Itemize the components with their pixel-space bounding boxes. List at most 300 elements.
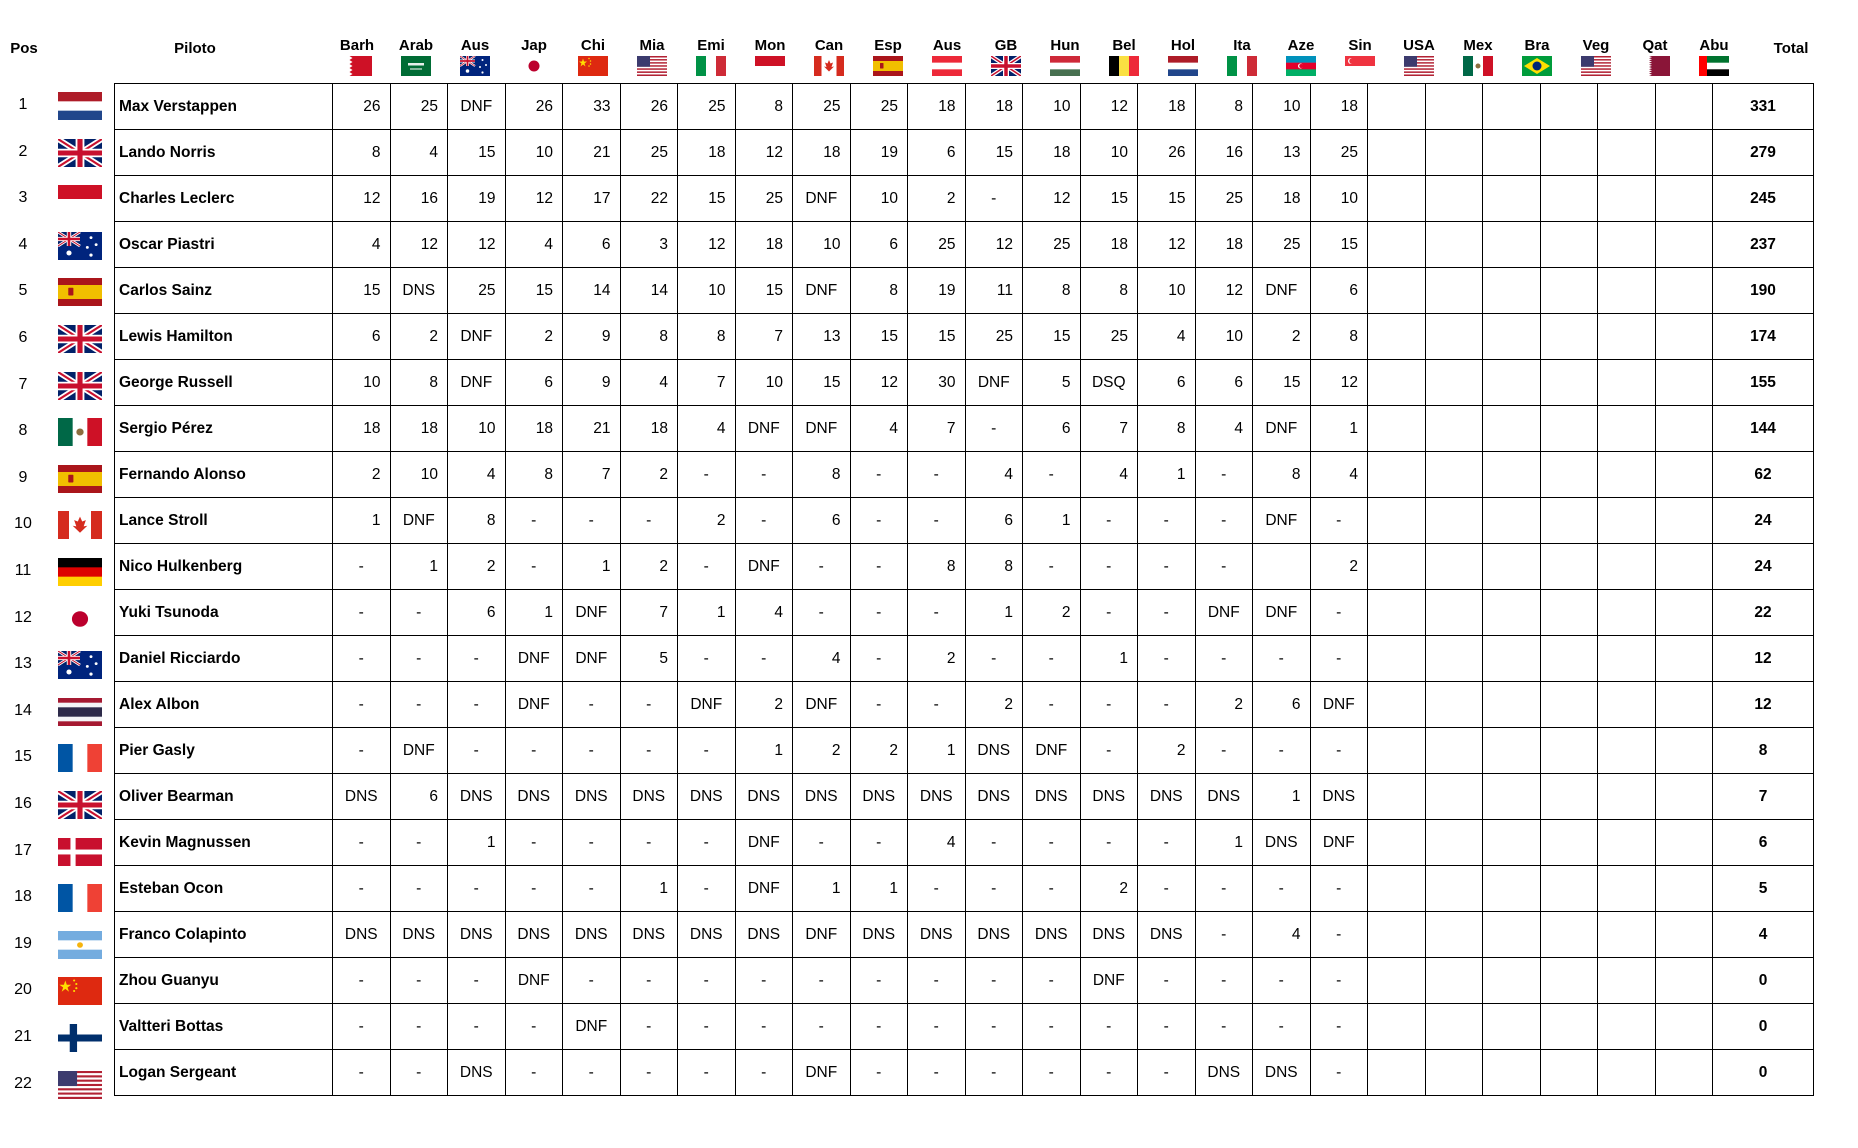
race-result-cell: - bbox=[505, 1050, 563, 1096]
race-result-cell: 1 bbox=[1253, 774, 1311, 820]
race-result-cell: DNF bbox=[1023, 728, 1081, 774]
race-result-cell: - bbox=[1310, 728, 1368, 774]
race-header bbox=[741, 38, 799, 76]
race-result-cell: DNF bbox=[1253, 268, 1311, 314]
race-result-cell: - bbox=[850, 636, 908, 682]
race-result-cell: 2 bbox=[333, 452, 391, 498]
driver-flag bbox=[50, 92, 110, 120]
germany-flag-icon bbox=[58, 558, 102, 586]
driver-name: Lewis Hamilton bbox=[115, 314, 333, 360]
driver-flag bbox=[50, 139, 110, 167]
race-result-cell: - bbox=[1023, 1050, 1081, 1096]
race-result-cell: - bbox=[1310, 590, 1368, 636]
race-result-cell: - bbox=[333, 728, 391, 774]
race-result-cell: 12 bbox=[1138, 222, 1196, 268]
race-result-cell bbox=[1655, 84, 1713, 130]
race-result-cell: 33 bbox=[563, 84, 621, 130]
race-result-cell: 2 bbox=[620, 544, 678, 590]
race-result-cell: 2 bbox=[1253, 314, 1311, 360]
race-result-cell bbox=[1598, 1004, 1656, 1050]
race-result-cell bbox=[1540, 452, 1598, 498]
race-result-cell bbox=[1598, 1050, 1656, 1096]
race-result-cell: 12 bbox=[1023, 176, 1081, 222]
azerbaijan-flag-icon bbox=[1286, 56, 1316, 76]
race-result-cell: - bbox=[678, 544, 736, 590]
pos-header: Pos bbox=[10, 40, 38, 57]
race-result-cell: - bbox=[1138, 958, 1196, 1004]
race-result-cell: 18 bbox=[333, 406, 391, 452]
race-result-cell: 4 bbox=[333, 222, 391, 268]
race-result-cell: DNS bbox=[505, 774, 563, 820]
race-result-cell bbox=[1425, 222, 1483, 268]
race-result-cell: - bbox=[620, 498, 678, 544]
driver-name: Max Verstappen bbox=[115, 84, 333, 130]
race-result-cell: DNS bbox=[1023, 912, 1081, 958]
race-label: Abu bbox=[1699, 37, 1729, 54]
race-result-cell: - bbox=[678, 728, 736, 774]
race-result-cell: - bbox=[1080, 728, 1138, 774]
race-result-cell: 13 bbox=[1253, 130, 1311, 176]
race-result-cell: 7 bbox=[735, 314, 793, 360]
china-flag-icon bbox=[578, 56, 608, 76]
race-result-cell: 25 bbox=[620, 130, 678, 176]
race-result-cell: - bbox=[333, 636, 391, 682]
race-result-cell: - bbox=[1080, 682, 1138, 728]
race-result-cell: 16 bbox=[390, 176, 448, 222]
race-result-cell bbox=[1540, 314, 1598, 360]
race-result-cell: - bbox=[390, 820, 448, 866]
driver-flag bbox=[50, 977, 110, 1005]
race-result-cell: DNF bbox=[505, 958, 563, 1004]
race-result-cell: DNS bbox=[333, 774, 391, 820]
race-result-cell: 8 bbox=[678, 314, 736, 360]
driver-flag bbox=[50, 1024, 110, 1052]
race-result-cell: - bbox=[1310, 636, 1368, 682]
total-points: 174 bbox=[1713, 314, 1814, 360]
race-result-cell bbox=[1540, 866, 1598, 912]
race-result-cell: - bbox=[850, 958, 908, 1004]
race-result-cell: DNF bbox=[793, 912, 851, 958]
race-result-cell bbox=[1540, 636, 1598, 682]
race-result-cell: 17 bbox=[563, 176, 621, 222]
race-result-cell: 18 bbox=[1253, 176, 1311, 222]
race-result-cell: 15 bbox=[505, 268, 563, 314]
italy-flag-icon bbox=[696, 56, 726, 76]
race-result-cell: 19 bbox=[850, 130, 908, 176]
race-result-cell bbox=[1598, 314, 1656, 360]
race-result-cell: 25 bbox=[1080, 314, 1138, 360]
race-result-cell bbox=[1655, 498, 1713, 544]
race-result-cell: 11 bbox=[965, 268, 1023, 314]
race-result-cell: - bbox=[563, 958, 621, 1004]
position-number: 6 bbox=[18, 329, 28, 346]
race-result-cell: DNS bbox=[448, 774, 506, 820]
race-result-cell: - bbox=[793, 590, 851, 636]
spain-flag-icon bbox=[58, 465, 102, 493]
qatar-flag-icon bbox=[1640, 56, 1670, 76]
race-result-cell: - bbox=[333, 866, 391, 912]
race-result-cell bbox=[1655, 774, 1713, 820]
race-result-cell: 8 bbox=[1195, 84, 1253, 130]
race-result-cell bbox=[1655, 866, 1713, 912]
race-result-cell: - bbox=[1023, 820, 1081, 866]
race-result-cell bbox=[1483, 682, 1541, 728]
race-result-cell: 8 bbox=[620, 314, 678, 360]
race-result-cell: - bbox=[620, 1004, 678, 1050]
race-result-cell: - bbox=[965, 1050, 1023, 1096]
race-result-cell: 25 bbox=[678, 84, 736, 130]
race-result-cell: - bbox=[1195, 912, 1253, 958]
position-number: 22 bbox=[14, 1074, 32, 1092]
race-result-cell: - bbox=[678, 866, 736, 912]
race-result-cell bbox=[1368, 1050, 1426, 1096]
race-result-cell bbox=[1540, 728, 1598, 774]
usa-flag-icon bbox=[1404, 56, 1434, 76]
race-result-cell: 19 bbox=[908, 268, 966, 314]
race-result-cell: 13 bbox=[793, 314, 851, 360]
race-result-cell: - bbox=[850, 452, 908, 498]
race-result-cell bbox=[1540, 820, 1598, 866]
race-result-cell: - bbox=[1310, 866, 1368, 912]
race-result-cell: 2 bbox=[505, 314, 563, 360]
race-result-cell: DNF bbox=[793, 406, 851, 452]
race-result-cell: DNF bbox=[448, 360, 506, 406]
position-number: 20 bbox=[14, 981, 32, 999]
usa-flag-icon bbox=[58, 1071, 102, 1099]
race-result-cell: - bbox=[1310, 958, 1368, 1004]
race-result-cell bbox=[1655, 728, 1713, 774]
race-header bbox=[1272, 38, 1330, 76]
race-result-cell: 2 bbox=[448, 544, 506, 590]
race-result-cell: 10 bbox=[735, 360, 793, 406]
race-header bbox=[505, 38, 563, 76]
race-result-cell: 7 bbox=[678, 360, 736, 406]
race-result-cell: DNS bbox=[908, 774, 966, 820]
race-result-cell: - bbox=[390, 590, 448, 636]
driver-row bbox=[115, 774, 1814, 820]
race-result-cell: - bbox=[1310, 498, 1368, 544]
position-number: 12 bbox=[14, 608, 32, 626]
race-result-cell: DSQ bbox=[1080, 360, 1138, 406]
race-result-cell: - bbox=[1253, 1004, 1311, 1050]
race-result-cell bbox=[1368, 636, 1426, 682]
race-result-cell bbox=[1540, 774, 1598, 820]
race-result-cell: - bbox=[1138, 1050, 1196, 1096]
race-result-cell: 4 bbox=[390, 130, 448, 176]
race-result-cell: 7 bbox=[620, 590, 678, 636]
race-result-cell: - bbox=[965, 866, 1023, 912]
race-result-cell: - bbox=[908, 1050, 966, 1096]
race-result-cell: 1 bbox=[1023, 498, 1081, 544]
race-result-cell: 2 bbox=[908, 176, 966, 222]
monaco-flag-icon bbox=[58, 185, 102, 213]
race-result-cell: DNS bbox=[850, 912, 908, 958]
race-result-cell: 15 bbox=[1310, 222, 1368, 268]
race-result-cell bbox=[1598, 130, 1656, 176]
total-points: 62 bbox=[1713, 452, 1814, 498]
race-result-cell: - bbox=[678, 958, 736, 1004]
race-result-cell: DNS bbox=[908, 912, 966, 958]
race-result-cell bbox=[1598, 176, 1656, 222]
race-result-cell: - bbox=[390, 1004, 448, 1050]
driver-flag bbox=[50, 511, 110, 539]
race-result-cell: - bbox=[390, 682, 448, 728]
australia-flag-icon bbox=[58, 651, 102, 679]
race-result-cell: 25 bbox=[1253, 222, 1311, 268]
race-result-cell: 18 bbox=[1195, 222, 1253, 268]
race-result-cell: DNS bbox=[1195, 774, 1253, 820]
race-result-cell: 25 bbox=[965, 314, 1023, 360]
race-result-cell: - bbox=[1138, 682, 1196, 728]
position-number: 11 bbox=[14, 562, 32, 579]
race-header bbox=[977, 38, 1035, 76]
race-result-cell bbox=[1253, 544, 1311, 590]
race-result-cell bbox=[1540, 268, 1598, 314]
race-result-cell: - bbox=[1253, 866, 1311, 912]
race-result-cell: - bbox=[333, 820, 391, 866]
race-result-cell: 8 bbox=[735, 84, 793, 130]
race-result-cell: DNS bbox=[620, 774, 678, 820]
race-result-cell bbox=[1483, 360, 1541, 406]
race-result-cell: DNF bbox=[563, 590, 621, 636]
driver-name: Sergio Pérez bbox=[115, 406, 333, 452]
race-result-cell: DNF bbox=[448, 314, 506, 360]
race-result-cell: DNS bbox=[965, 728, 1023, 774]
race-result-cell: 2 bbox=[1195, 682, 1253, 728]
race-result-cell: 2 bbox=[1310, 544, 1368, 590]
race-result-cell: 8 bbox=[1310, 314, 1368, 360]
race-result-cell: DNF bbox=[505, 636, 563, 682]
race-result-cell: - bbox=[908, 1004, 966, 1050]
race-result-cell bbox=[1540, 130, 1598, 176]
race-result-cell: - bbox=[850, 544, 908, 590]
race-result-cell: 8 bbox=[505, 452, 563, 498]
position-number: 10 bbox=[14, 515, 32, 533]
race-result-cell: 6 bbox=[908, 130, 966, 176]
standings-table bbox=[114, 83, 1814, 1096]
race-result-cell: 4 bbox=[1138, 314, 1196, 360]
race-result-cell bbox=[1655, 130, 1713, 176]
total-points: 0 bbox=[1713, 958, 1814, 1004]
race-result-cell: 18 bbox=[678, 130, 736, 176]
race-result-cell: - bbox=[678, 452, 736, 498]
race-result-cell bbox=[1483, 728, 1541, 774]
race-header bbox=[387, 38, 445, 76]
race-result-cell: DNS bbox=[505, 912, 563, 958]
race-result-cell: DNF bbox=[448, 84, 506, 130]
race-result-cell: DNS bbox=[1023, 774, 1081, 820]
race-result-cell: 4 bbox=[793, 636, 851, 682]
driver-flag bbox=[50, 744, 110, 772]
position-number: 17 bbox=[14, 841, 32, 859]
race-result-cell bbox=[1368, 682, 1426, 728]
race-result-cell: 1 bbox=[1195, 820, 1253, 866]
race-result-cell: 4 bbox=[850, 406, 908, 452]
race-label: Barh bbox=[339, 37, 375, 54]
race-result-cell: 8 bbox=[1253, 452, 1311, 498]
race-result-cell: 15 bbox=[1253, 360, 1311, 406]
race-header bbox=[682, 38, 740, 76]
driver-name: Lance Stroll bbox=[115, 498, 333, 544]
race-result-cell: - bbox=[1023, 682, 1081, 728]
race-result-cell: 2 bbox=[850, 728, 908, 774]
canada-flag-icon bbox=[814, 56, 844, 76]
driver-row bbox=[115, 498, 1814, 544]
race-result-cell: 1 bbox=[735, 728, 793, 774]
race-header bbox=[859, 38, 917, 76]
race-result-cell: 18 bbox=[1138, 84, 1196, 130]
race-result-cell: - bbox=[1138, 498, 1196, 544]
race-result-cell: - bbox=[850, 1004, 908, 1050]
race-result-cell: 7 bbox=[1080, 406, 1138, 452]
race-result-cell: - bbox=[1138, 544, 1196, 590]
race-label: Mex bbox=[1463, 37, 1493, 54]
race-result-cell: 6 bbox=[1195, 360, 1253, 406]
race-result-cell bbox=[1425, 498, 1483, 544]
race-result-cell: 12 bbox=[965, 222, 1023, 268]
race-label: Bel bbox=[1112, 37, 1136, 54]
race-result-cell: - bbox=[793, 958, 851, 1004]
mexico-flag-icon bbox=[1463, 56, 1493, 76]
race-result-cell: - bbox=[505, 544, 563, 590]
race-result-cell: - bbox=[1195, 452, 1253, 498]
race-result-cell: 1 bbox=[448, 820, 506, 866]
race-result-cell bbox=[1655, 958, 1713, 1004]
race-result-cell: 14 bbox=[620, 268, 678, 314]
mexico-flag-icon bbox=[58, 418, 102, 446]
race-result-cell: 10 bbox=[390, 452, 448, 498]
total-points: 331 bbox=[1713, 84, 1814, 130]
race-result-cell: - bbox=[1023, 452, 1081, 498]
race-result-cell: DNF bbox=[563, 636, 621, 682]
race-result-cell: - bbox=[1310, 1004, 1368, 1050]
race-result-cell bbox=[1655, 268, 1713, 314]
race-result-cell: 10 bbox=[1023, 84, 1081, 130]
race-result-cell: - bbox=[333, 590, 391, 636]
total-points: 0 bbox=[1713, 1004, 1814, 1050]
race-result-cell bbox=[1425, 544, 1483, 590]
race-result-cell bbox=[1425, 360, 1483, 406]
race-result-cell: 15 bbox=[793, 360, 851, 406]
race-result-cell: - bbox=[448, 1004, 506, 1050]
driver-row bbox=[115, 1004, 1814, 1050]
race-result-cell: 10 bbox=[505, 130, 563, 176]
spain-flag-icon bbox=[873, 56, 903, 76]
race-result-cell bbox=[1368, 498, 1426, 544]
race-result-cell: 4 bbox=[678, 406, 736, 452]
race-result-cell bbox=[1425, 268, 1483, 314]
race-result-cell: DNF bbox=[1195, 590, 1253, 636]
total-points: 0 bbox=[1713, 1050, 1814, 1096]
race-result-cell bbox=[1598, 774, 1656, 820]
race-result-cell: - bbox=[965, 636, 1023, 682]
race-result-cell bbox=[1598, 498, 1656, 544]
race-result-cell bbox=[1425, 84, 1483, 130]
driver-flag bbox=[50, 232, 110, 260]
driver-name: Zhou Guanyu bbox=[115, 958, 333, 1004]
race-result-cell: 18 bbox=[1080, 222, 1138, 268]
total-points: 279 bbox=[1713, 130, 1814, 176]
race-result-cell: 8 bbox=[965, 544, 1023, 590]
race-result-cell: - bbox=[1023, 544, 1081, 590]
position-number: 16 bbox=[14, 795, 32, 812]
race-result-cell: 25 bbox=[1023, 222, 1081, 268]
race-result-cell bbox=[1425, 176, 1483, 222]
race-result-cell: DNF bbox=[793, 176, 851, 222]
race-result-cell bbox=[1655, 912, 1713, 958]
belgium-flag-icon bbox=[1109, 56, 1139, 76]
race-label: GB bbox=[994, 37, 1018, 54]
race-result-cell bbox=[1655, 176, 1713, 222]
race-result-cell bbox=[1598, 682, 1656, 728]
race-result-cell bbox=[1483, 498, 1541, 544]
race-label: Ita bbox=[1233, 37, 1251, 54]
race-result-cell: DNS bbox=[390, 268, 448, 314]
race-result-cell: DNF bbox=[563, 1004, 621, 1050]
total-points: 12 bbox=[1713, 636, 1814, 682]
position-number: 9 bbox=[18, 468, 28, 486]
race-result-cell: - bbox=[620, 728, 678, 774]
race-label: Mon bbox=[754, 37, 786, 54]
race-result-cell: 4 bbox=[448, 452, 506, 498]
race-result-cell bbox=[1483, 544, 1541, 590]
driver-row bbox=[115, 314, 1814, 360]
race-result-cell bbox=[1540, 590, 1598, 636]
race-result-cell: - bbox=[678, 820, 736, 866]
race-header bbox=[1567, 38, 1625, 76]
race-result-cell: 15 bbox=[850, 314, 908, 360]
driver-name: Fernando Alonso bbox=[115, 452, 333, 498]
race-result-cell bbox=[1598, 268, 1656, 314]
race-result-cell: - bbox=[505, 498, 563, 544]
race-result-cell: - bbox=[1080, 590, 1138, 636]
race-result-cell: - bbox=[505, 820, 563, 866]
race-result-cell: 2 bbox=[678, 498, 736, 544]
race-result-cell bbox=[1368, 728, 1426, 774]
race-result-cell: - bbox=[333, 544, 391, 590]
driver-flag bbox=[50, 838, 110, 866]
race-result-cell: 6 bbox=[1310, 268, 1368, 314]
race-label: Sin bbox=[1348, 37, 1372, 54]
race-result-cell: DNF bbox=[390, 728, 448, 774]
driver-row bbox=[115, 866, 1814, 912]
race-result-cell bbox=[1483, 84, 1541, 130]
usa-flag-icon bbox=[1581, 56, 1611, 76]
race-result-cell: 15 bbox=[1023, 314, 1081, 360]
race-result-cell: DNS bbox=[620, 912, 678, 958]
uk-flag-icon bbox=[991, 56, 1021, 76]
race-result-cell bbox=[1483, 636, 1541, 682]
race-result-cell: DNF bbox=[793, 268, 851, 314]
race-result-cell: 18 bbox=[390, 406, 448, 452]
race-result-cell bbox=[1540, 360, 1598, 406]
position-number: 1 bbox=[18, 96, 28, 113]
race-result-cell: 26 bbox=[1138, 130, 1196, 176]
race-result-cell: 15 bbox=[1080, 176, 1138, 222]
race-result-cell bbox=[1425, 636, 1483, 682]
race-result-cell: - bbox=[678, 1050, 736, 1096]
total-points: 144 bbox=[1713, 406, 1814, 452]
race-result-cell: DNF bbox=[1080, 958, 1138, 1004]
race-result-cell: 1 bbox=[333, 498, 391, 544]
driver-row bbox=[115, 406, 1814, 452]
race-result-cell: 12 bbox=[505, 176, 563, 222]
driver-row bbox=[115, 360, 1814, 406]
race-result-cell: - bbox=[1138, 820, 1196, 866]
driver-row bbox=[115, 912, 1814, 958]
race-result-cell: - bbox=[965, 958, 1023, 1004]
uk-flag-icon bbox=[58, 139, 102, 167]
